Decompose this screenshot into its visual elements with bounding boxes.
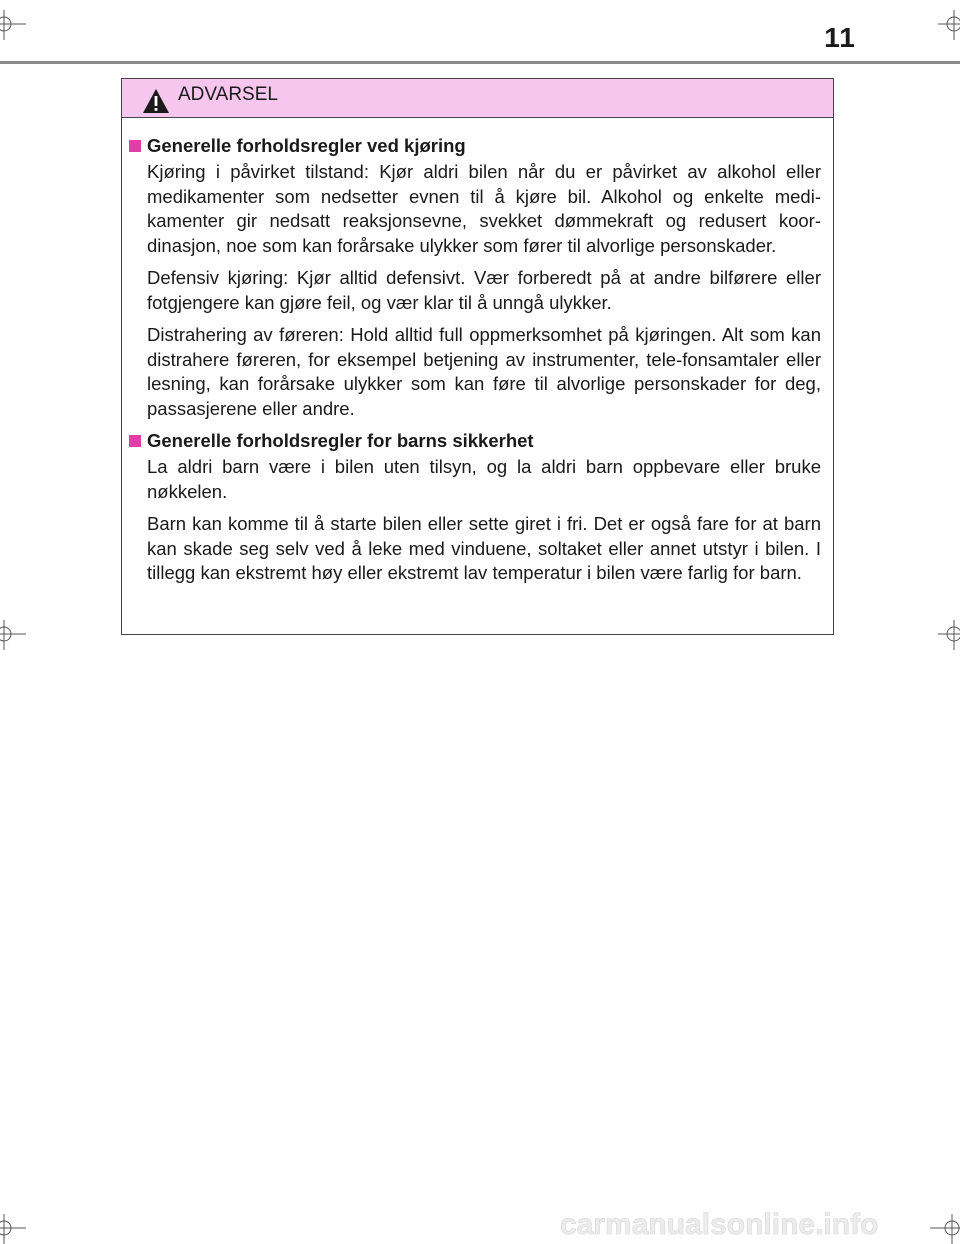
bullet-square-icon [129, 140, 141, 152]
section-heading [129, 134, 821, 158]
warning-title: ADVARSEL [178, 84, 278, 105]
warning-triangle-icon [142, 88, 170, 114]
crop-mark-top-right [938, 10, 960, 40]
crop-mark-mid-left [0, 620, 26, 650]
paragraph: La aldri barn være i bilen uten tilsyn, og la aldri barn oppbevare eller bruke nøkkelen. [147, 456, 821, 502]
warning-box [121, 78, 834, 635]
page-number: 11 [824, 22, 856, 53]
section-heading-text: Generelle forholdsregler ved kjøring [147, 135, 466, 156]
crop-mark-top-left [0, 10, 26, 40]
section-heading-text: Generelle forholdsregler for barns sikkerhet [147, 430, 534, 451]
watermark-logo [560, 1206, 955, 1242]
paragraph: Kjøring i påvirket tilstand: Kjør aldri bilen når du er påvirket av alkohol eller medikamenter som nedsetter evnen til å kjøre bil. Alkohol og enkelte medi-kamenter gir nedsatt reaksjonsevne, svekket dømmekraft og redusert koor-dinasjon, noe som kan forårsake ulykker som fører til alvorlige personskader. [147, 161, 821, 256]
header-rule [0, 61, 960, 64]
paragraph: Distrahering av føreren: Hold alltid full oppmerksomhet på kjøringen. Alt som kan distrahere føreren, for eksempel betjening av instrumenter, tele-fonsamtaler eller lesning, kan forårsake ulykker som kan føre til alvorlige personskader for deg, passasjerene eller andre. [147, 324, 821, 419]
svg-text:carmanualsonline.info: carmanualsonline.info [560, 1208, 879, 1241]
bullet-square-icon [129, 435, 141, 447]
warning-header [122, 79, 833, 118]
crop-mark-bottom-left [0, 1214, 26, 1244]
section-heading [129, 429, 821, 453]
paragraph: Defensiv kjøring: Kjør alltid defensivt. Vær forberedt på at andre bilførere eller fotgjengere kan gjøre feil, og vær klar til å unngå ulykker. [147, 267, 821, 313]
paragraph: Barn kan komme til å starte bilen eller sette giret i fri. Det er også fare for at barn kan skade seg selv ved å leke med vinduene, soltaket eller annet utstyr i bilen. I tillegg kan ekstremt høy eller ekstremt lav temperatur i bilen være farlig for barn. [147, 513, 821, 583]
warning-body [122, 118, 833, 586]
crop-mark-mid-right [938, 620, 960, 650]
